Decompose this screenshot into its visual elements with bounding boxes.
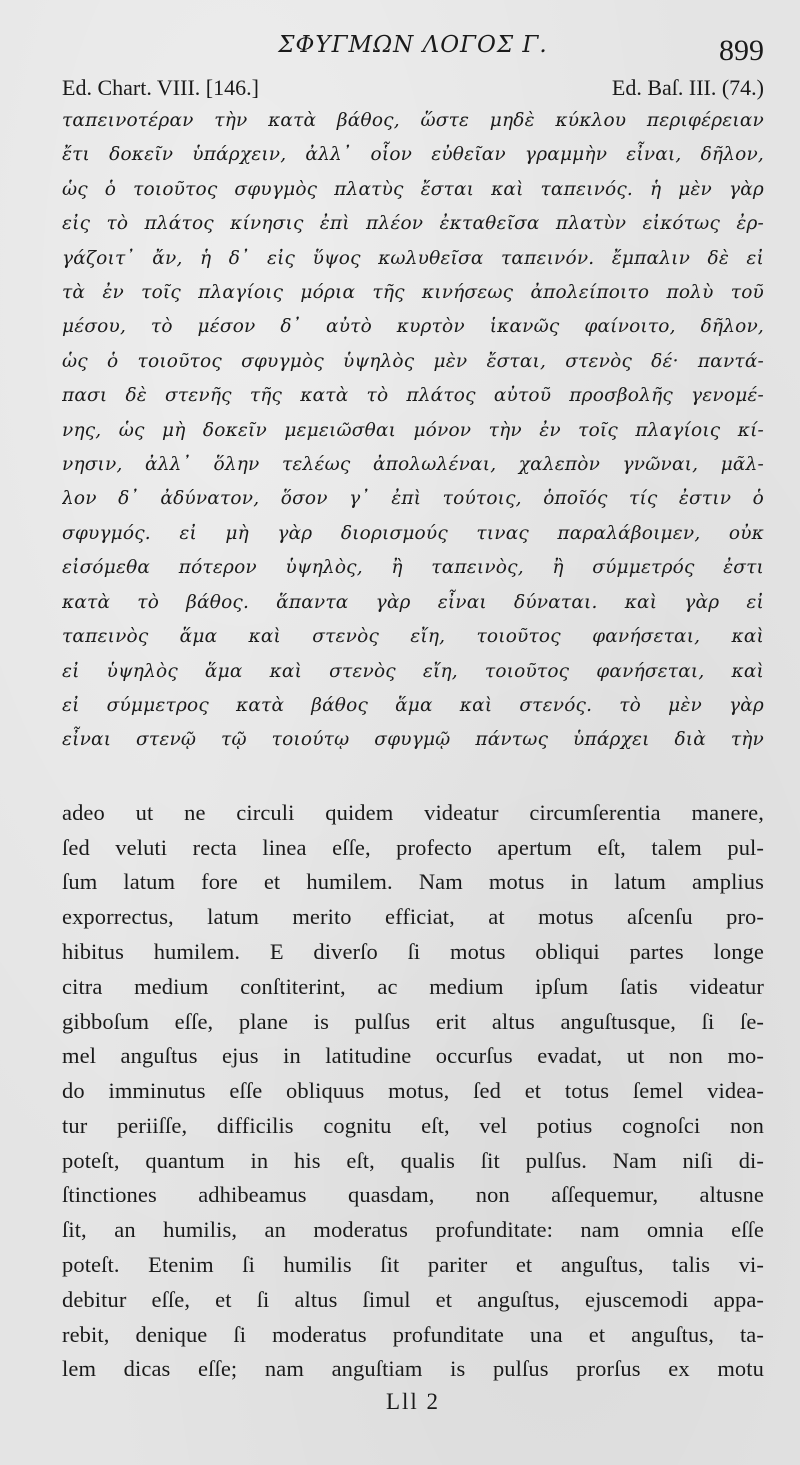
greek-line: πασι δὲ στενῆς τῆς κατὰ τὸ πλάτος αὐτοῦ προσβολῆς γενομέ- [62,385,764,407]
greek-line: ὡς ὁ τοιοῦτος σφυγμὸς πλατὺς ἔσται καὶ ταπεινός. ἡ μὲν γὰρ [62,178,764,200]
latin-line: ſit, an humilis, an moderatus profunditate: nam omnia eſſe [62,1217,764,1243]
edition-right: Ed. Baſ. III. (74.) [611,75,764,100]
edition-left: Ed. Chart. VIII. [146.] [62,75,259,100]
latin-line: ſum latum fore et humilem. Nam motus in latum amplius [62,869,764,895]
greek-line: γάζοιτ᾽ ἄν, ἡ δ᾽ εἰς ὕψος κωλυθεῖσα ταπεινόν. ἔμπαλιν δὲ εἰ [62,247,764,269]
greek-line: ταπεινοτέραν τὴν κατὰ βάθος, ὥστε μηδὲ κύκλου περιφέρειαν [62,110,764,131]
greek-line: εἰς τὸ πλάτος κίνησις ἐπὶ πλέον ἐκταθεῖσα πλατὺν εἰκότως ἐρ- [62,213,764,235]
greek-line: εἰ ὑψηλὸς ἅμα καὶ στενὸς εἴη, τοιοῦτος φανήσεται, καὶ [62,660,764,682]
greek-line: ὡς ὁ τοιοῦτος σφυγμὸς ὑψηλὸς μὲν ἔσται, στενὸς δέ· παντά- [62,350,764,372]
column-gap [62,758,764,796]
latin-line: mel anguſtus ejus in latitudine occurſus evadat, ut non mo- [62,1043,764,1069]
latin-line: tur periiſſe, difficilis cognitu eſt, vel potius cognoſci non [62,1112,764,1138]
latin-line: ſtinctiones adhibeamus quasdam, non aſſequemur, altusne [62,1182,764,1208]
latin-line: ſed veluti recta linea eſſe, profecto apertum eſt, talem pul- [62,834,764,860]
latin-line: poteſt. Etenim ſi humilis ſit pariter et anguſtus, talis vi- [62,1252,764,1278]
latin-line: hibitus humilem. E diverſo ſi motus obliqui partes longe [62,938,764,964]
greek-line: μέσου, τὸ μέσον δ᾽ αὐτὸ κυρτὸν ἱκανῶς φαίνοιτο, δῆλον, [62,316,764,338]
greek-line: τὰ ἐν τοῖς πλαγίοις μόρια τῆς κινήσεως ἀπολείποιτο πολὺ τοῦ [62,282,764,304]
greek-line: ταπεινὸς ἅμα καὶ στενὸς εἴη, τοιοῦτος φανήσεται, καὶ [62,626,764,648]
latin-line: poteſt, quantum in his eſt, qualis ſit pulſus. Nam niſi di- [62,1147,764,1173]
greek-line: νης, ὡς μὴ δοκεῖν μεμειῶσθαι μόνον τὴν ἐν τοῖς πλαγίοις κί- [62,419,764,441]
latin-line: adeo ut ne circuli quidem videatur circumſerentia manere, [62,799,764,825]
greek-line: εἰσόμεθα πότερον ὑψηλὸς, ἢ ταπεινὸς, ἢ σύμμετρός ἐστι [62,557,764,579]
running-title: ΣΦΥΓΜΩΝ ΛΟΓΟΣ Γ. [278,32,548,58]
latin-line: citra medium conſtiterint, ac medium ipſum ſatis videatur [62,973,764,999]
latin-line: exporrectus, latum merito efficiat, at motus aſcenſu pro- [62,904,764,930]
greek-line: κατὰ τὸ βάθος. ἅπαντα γὰρ εἶναι δύναται. καὶ γὰρ εἰ [62,591,764,613]
edition-references [62,74,764,102]
latin-line: lem dicas eſſe; nam anguſtiam is pulſus prorſus ex motu [62,1356,764,1382]
greek-line: εἶναι στενῷ τῷ τοιούτῳ σφυγμῷ πάντως ὑπάρχει διὰ τὴν [62,729,764,751]
running-head [62,28,764,74]
greek-line: σφυγμός. εἰ μὴ γὰρ διορισμούς τινας παραλάβοιμεν, οὐκ [62,522,764,544]
greek-text-block [62,104,764,758]
latin-line: do imminutus eſſe obliquus motus, ſed et totus ſemel videa- [62,1078,764,1104]
greek-line: νησιν, ἀλλ᾽ ὅλην τελέως ἀπολωλέναι, χαλεπὸν γνῶναι, μᾶλ- [62,454,764,476]
signature-mark: Lll 2 [385,1389,441,1415]
greek-line: λον δ᾽ ἀδύνατον, ὅσον γ᾽ ἐπὶ τούτοις, ὁποῖός τίς ἐστιν ὁ [62,488,764,510]
greek-line: ἔτι δοκεῖν ὑπάρχειν, ἀλλ᾽ οἷον εὐθεῖαν γραμμὴν εἶναι, δῆλον, [62,144,764,166]
latin-line: gibboſum eſſe, plane is pulſus erit altus anguſtusque, ſi ſe- [62,1008,764,1034]
latin-line: rebit, denique ſi moderatus profunditate una et anguſtus, ta- [62,1321,764,1347]
page-number: 899 [719,34,764,67]
latin-text-block [62,796,764,1388]
latin-line: debitur eſſe, et ſi altus ſimul et anguſtus, ejuscemodi appa- [62,1286,764,1312]
greek-line: εἰ σύμμετρος κατὰ βάθος ἅμα καὶ στενός. τὸ μὲν γὰρ [62,694,764,716]
